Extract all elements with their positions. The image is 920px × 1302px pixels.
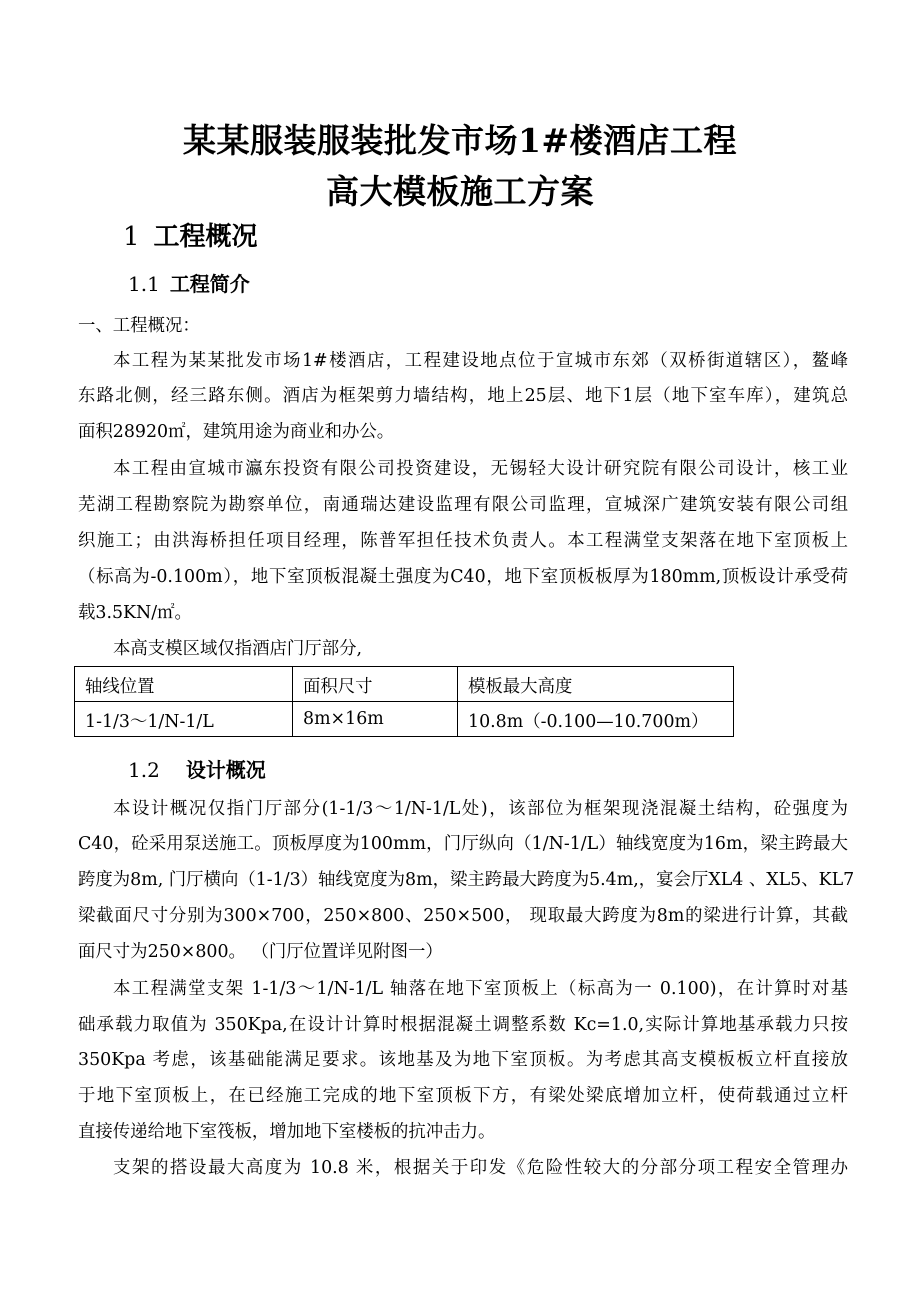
section-1-1-number: 1.1: [128, 272, 160, 296]
paragraph-line: 于地下室顶板上，在已经施工完成的地下室顶板下方，有梁处梁底增加立杆，使荷载通过立杆: [78, 1086, 848, 1106]
paragraph-line: 织施工；由洪海桥担任项目经理，陈普军担任技术负责人。本工程满堂支架落在地下室顶板上: [78, 531, 848, 551]
paragraph-line: 本设计概况仅指门厅部分(1-1/3～1/N-1/L处)，该部位为框架现浇混凝土结构，砼强度为: [113, 799, 848, 819]
paragraph-line: 东路北侧，经三路东侧。酒店为框架剪力墙结构，地上25层、地下1层（地下室车库），建筑总: [78, 386, 848, 406]
overview-label: 一、工程概况：: [78, 316, 200, 336]
paragraph-line: 支架的搭设最大高度为 10.8 米，根据关于印发《危险性较大的分部分项工程安全管理办: [113, 1158, 848, 1178]
section-1-title: 工程概况: [153, 222, 258, 252]
paragraph-line: 梁截面尺寸分别为300×700，250×800、250×500， 现取最大跨度为8m的梁进行计算，其截: [78, 906, 848, 926]
table-header-cell: 面积尺寸: [293, 667, 458, 702]
table-row: [75, 702, 734, 737]
table-header-row: [75, 667, 734, 702]
table-header-cell: 轴线位置: [75, 667, 293, 702]
paragraph-line: 本工程满堂支架 1-1/3～1/N-1/L 轴落在地下室顶板上（标高为一 0.100)，在计算时对基: [113, 979, 848, 999]
paragraph-line: 载3.5KN/㎡。: [78, 603, 192, 623]
paragraph-line: （标高为-0.100m），地下室顶板混凝土强度为C40，地下室顶板板厚为180mm,顶板设计承受荷: [78, 567, 848, 587]
paragraph-line: 本工程为某某批发市场1#楼酒店，工程建设地点位于宣城市东郊（双桥街道辖区），鳌峰: [113, 351, 848, 371]
table-cell: 10.8m（-0.100—10.700m）: [458, 702, 734, 737]
section-1-number: 1: [123, 222, 140, 252]
section-1-heading: [123, 216, 258, 253]
section-1-2-number: 1.2: [128, 758, 160, 782]
paragraph-line: 芜湖工程勘察院为勘察单位，南通瑞达建设监理有限公司监理，宣城深广建筑安装有限公司组: [78, 495, 848, 515]
document-title-line1: 某某服装服装批发市场1#楼酒店工程: [182, 121, 738, 160]
paragraph-line: 直接传递给地下室筏板，增加地下室楼板的抗冲击力。: [78, 1122, 496, 1142]
paragraph-line: 面尺寸为250×800。 （门厅位置详见附图一）: [78, 942, 443, 962]
section-1-1-heading: [128, 268, 250, 297]
table-cell: 1-1/3～1/N-1/L: [75, 702, 293, 737]
table-cell: 8m×16m: [293, 702, 458, 737]
section-1-1-title: 工程简介: [169, 272, 250, 296]
paragraph-line: 本工程由宣城市瀛东投资有限公司投资建设，无锡轻大设计研究院有限公司设计，核工业: [113, 459, 848, 479]
document-title-line2: 高大模板施工方案: [326, 172, 594, 211]
section-1-2-title: 设计概况: [185, 758, 266, 782]
formwork-table: [74, 666, 734, 737]
paragraph-line: C40，砼采用泵送施工。顶板厚度为100mm，门厅纵向（1/N-1/L）轴线宽度为16m，梁主跨最大: [78, 834, 848, 854]
paragraph-line: 面积28920㎡，建筑用途为商业和办公。: [78, 422, 395, 442]
paragraph-line: 350Kpa 考虑，该基础能满足要求。该地基及为地下室顶板。为考虑其高支模板板立杆直接放: [78, 1050, 848, 1070]
section-1-2-heading: [128, 754, 266, 783]
paragraph-line: 本高支模区域仅指酒店门厅部分,: [113, 639, 362, 659]
paragraph-line: 础承载力取值为 350Kpa,在设计计算时根据混凝土调整系数 Kc=1.0,实际计算地基承载力只按: [78, 1015, 848, 1035]
table-header-cell: 模板最大高度: [458, 667, 734, 702]
paragraph-line: 跨度为8m, 门厅横向（1-1/3）轴线宽度为8m，梁主跨最大跨度为5.4m,，宴会厅XL4 、XL5、KL7: [78, 870, 855, 890]
